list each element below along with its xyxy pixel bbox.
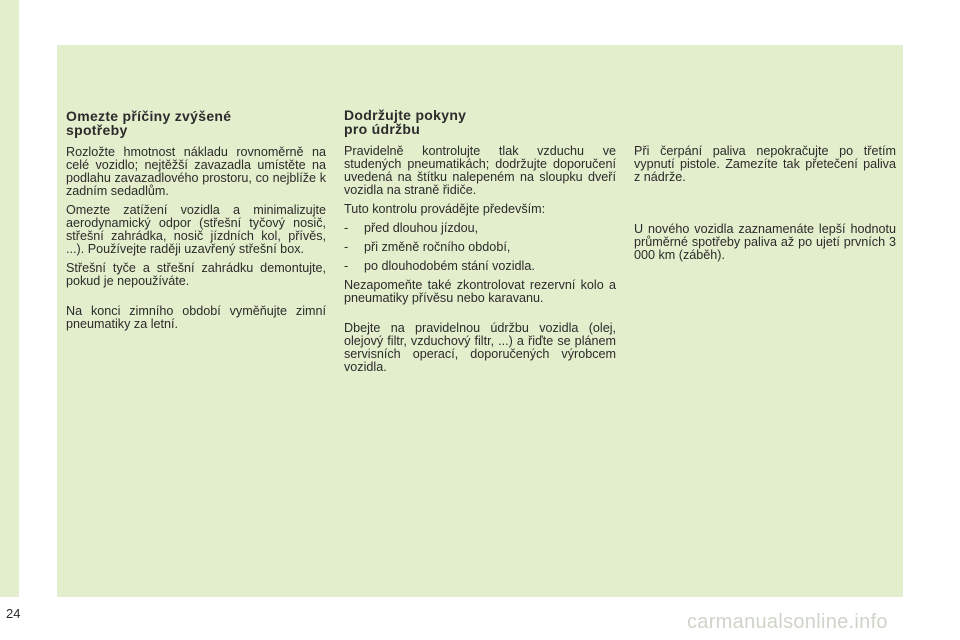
paragraph: Tuto kontrolu provádějte především: — [344, 202, 546, 216]
paragraph: Dbejte na pravidelnou údržbu vozidla (olej, olejový filtr, vzduchový filtr, ...) a řiďte se plánem servisních operací, doporučených výrobcem vozidla. — [344, 321, 616, 374]
paragraph: Rozložte hmotnost nákladu rovnoměrně na celé vozidlo; nejtěžší zavazadla umístěte na podlahu zavazadlového prostoru, co nejblíže k zadním sedadlům. — [66, 145, 326, 198]
paragraph: Pravidelně kontrolujte tlak vzduchu ve studených pneumatikách; dodržujte doporučení uvedená na štítku nalepeném na sloupku dveří vozidla na straně řidiče. — [344, 144, 616, 197]
list-item-text: po dlouhodobém stání vozidla. — [364, 259, 535, 273]
paragraph: Na konci zimního období vyměňujte zimní pneumatiky za letní. — [66, 304, 326, 331]
check-list — [344, 222, 616, 273]
column-refuelling — [634, 145, 896, 268]
heading-line: Dodržujte pokyny — [344, 107, 467, 123]
list-item — [344, 222, 616, 235]
paragraph: Střešní tyče a střešní zahrádku demontujte, pokud je nepoužíváte. — [66, 261, 326, 288]
paragraph: Nezapomeňte také zkontrolovat rezervní kolo a pneumatiky přívěsu nebo karavanu. — [344, 278, 616, 305]
list-item — [344, 260, 616, 273]
left-margin-strip — [0, 0, 19, 597]
column-maintenance — [344, 108, 616, 380]
paragraph: Při čerpání paliva nepokračujte po třetím vypnutí pistole. Zamezíte tak přetečení paliva z nádrže. — [634, 144, 896, 184]
list-item-text: před dlouhou jízdou, — [364, 221, 479, 235]
list-item — [344, 241, 616, 254]
heading-line: pro údržbu — [344, 121, 421, 137]
paragraph: Omezte zatížení vozidla a minimalizujte aerodynamický odpor (střešní tyčový nosič, střešní zahrádka, nosič jízdních kol, přívěs, ...). Používejte raději uzavřený střešní box. — [66, 203, 326, 256]
list-dash: - — [344, 221, 349, 235]
heading-line: Omezte příčiny zvýšené — [66, 108, 232, 124]
section-heading-maintenance — [344, 108, 616, 136]
list-dash: - — [344, 259, 349, 273]
list-dash: - — [344, 240, 349, 254]
page-number: 24 — [6, 606, 21, 621]
watermark: carmanualsonline.info — [687, 611, 888, 633]
paragraph: U nového vozidla zaznamenáte lepší hodnotu průměrné spotřeby paliva až po ujetí prvních 3 000 km (záběh). — [634, 222, 896, 262]
section-heading-consumption — [66, 109, 326, 137]
list-item-text: při změně ročního období, — [364, 240, 511, 254]
column-fuel-consumption — [66, 109, 326, 337]
heading-line: spotřeby — [66, 122, 128, 138]
